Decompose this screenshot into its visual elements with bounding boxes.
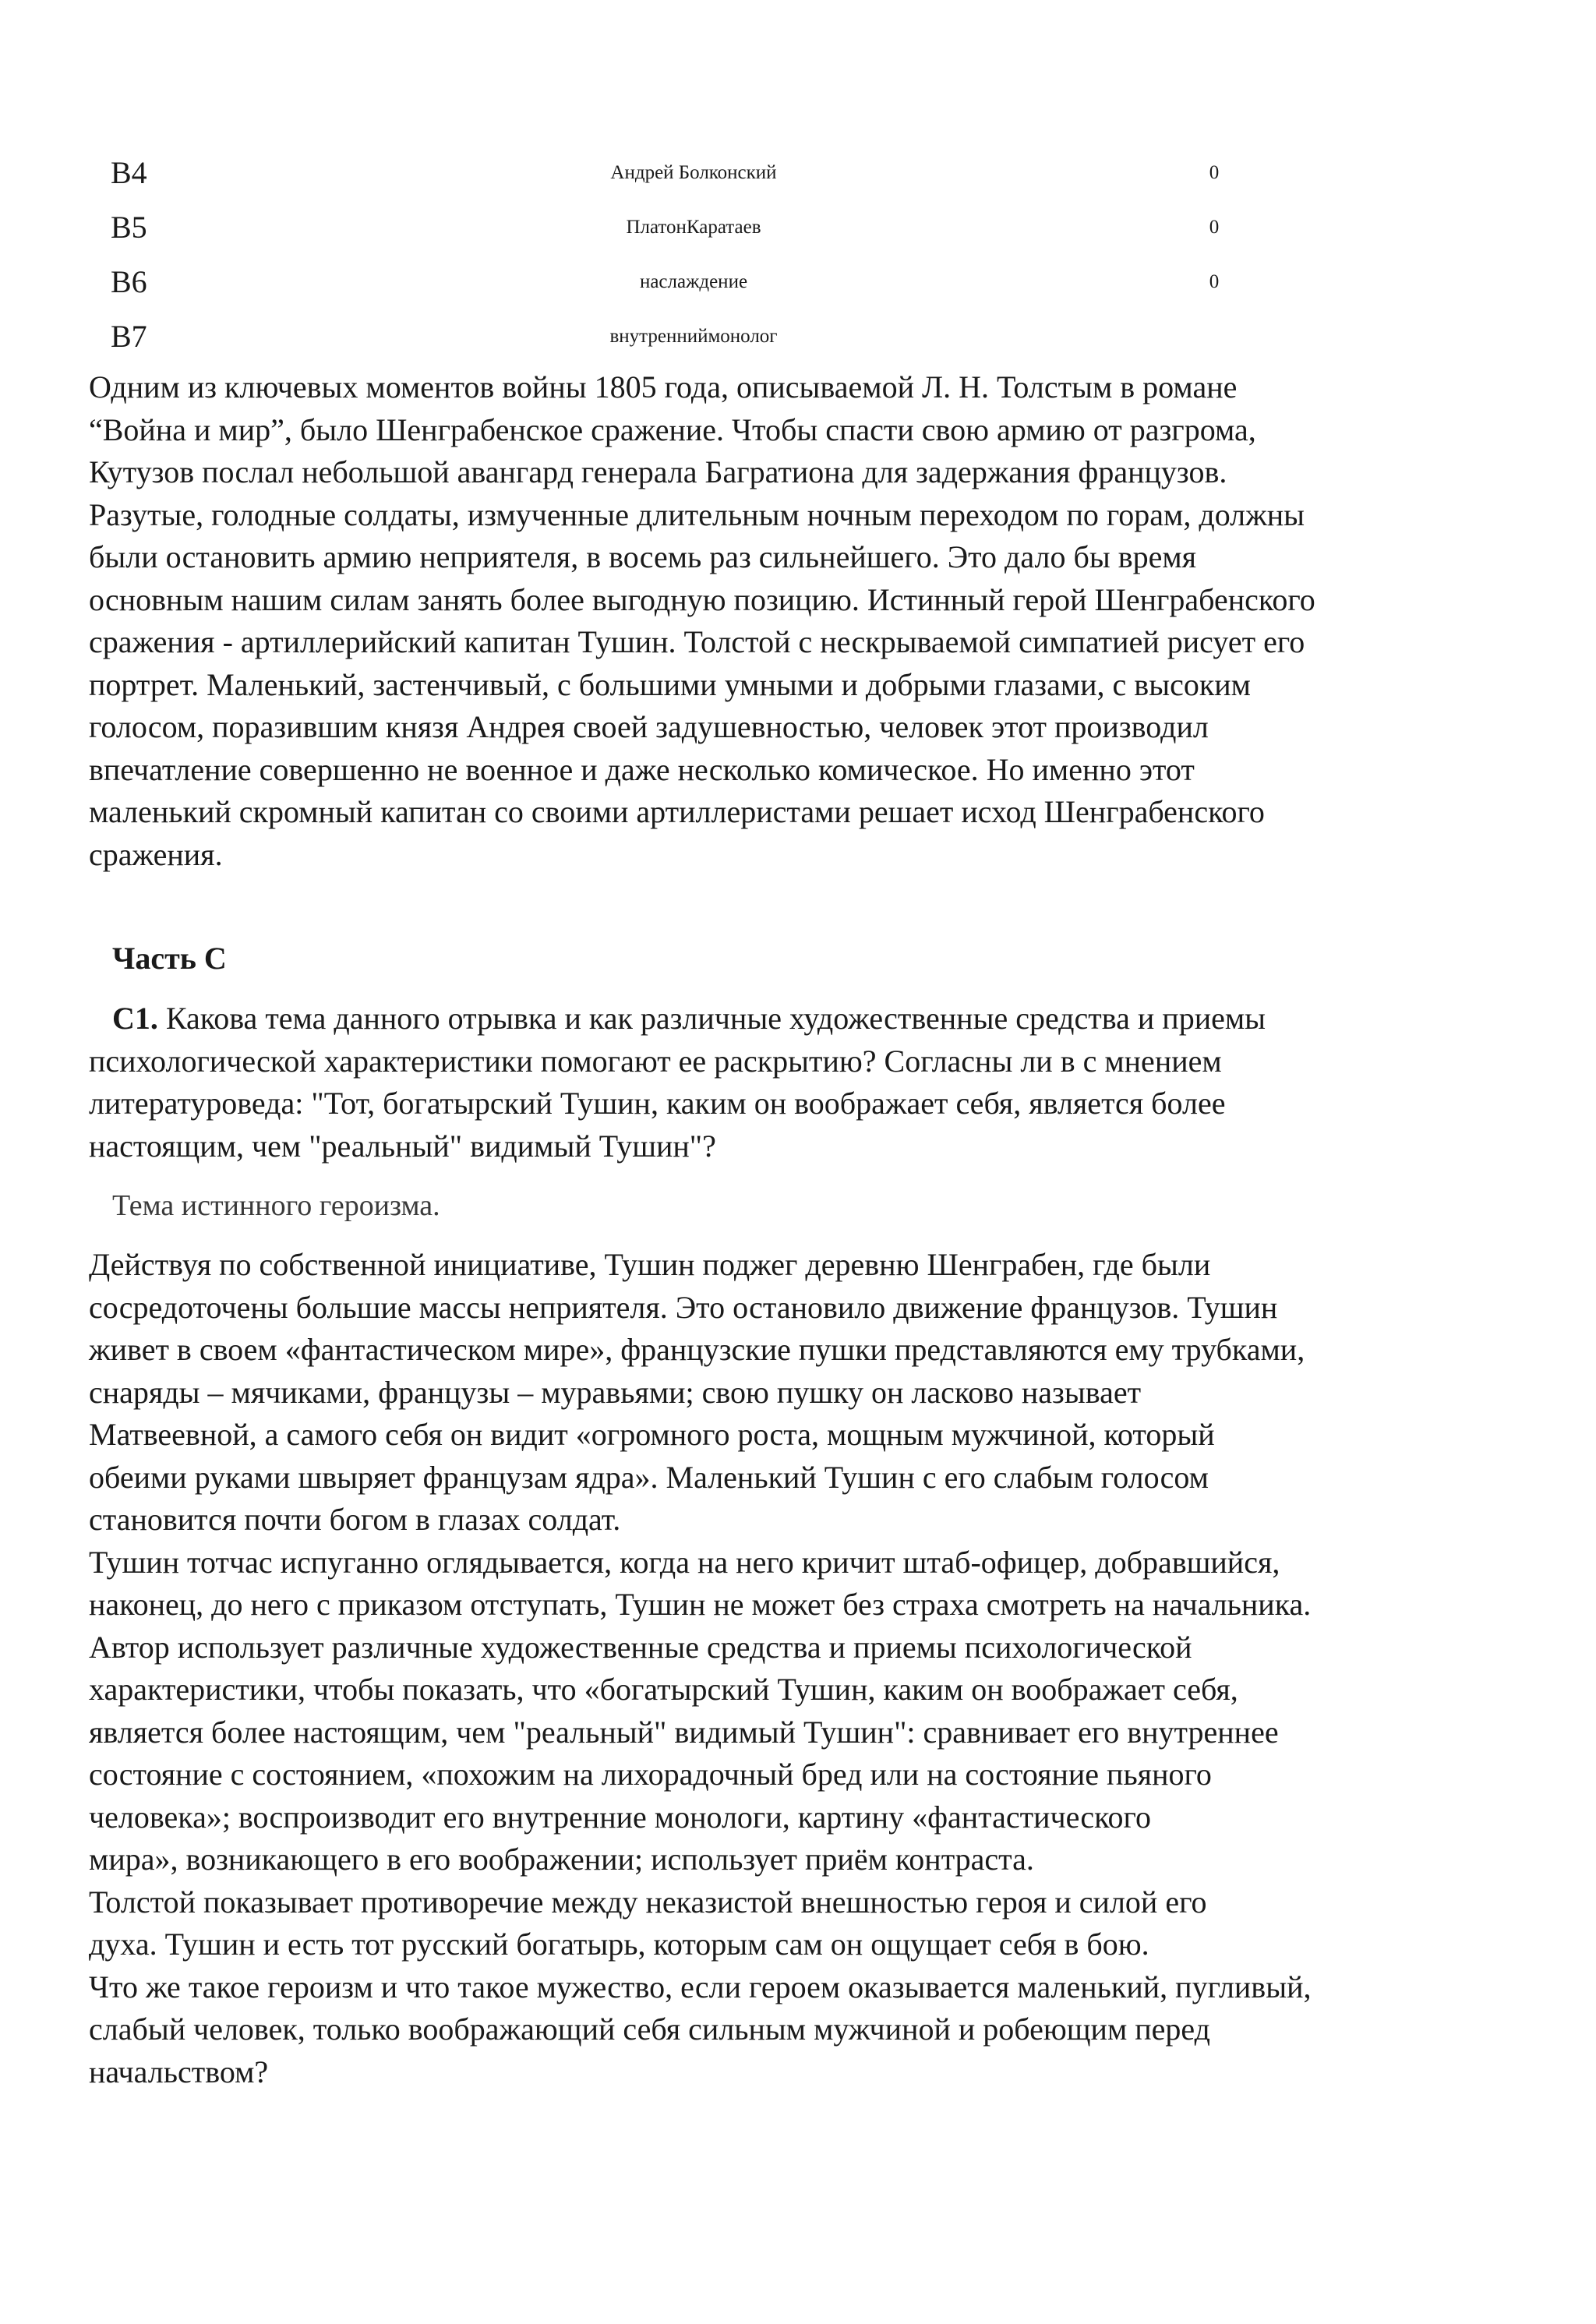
- answer-score: 0: [1209, 162, 1220, 183]
- answer-score: 0: [1209, 271, 1220, 292]
- answer-code: B5: [111, 210, 147, 245]
- answer-text: Андрей Болконский: [610, 162, 777, 183]
- answer-row-b6: [109, 259, 1356, 313]
- c1-question-text: Какова тема данного отрывка и как различные художественные средства и приемы психологической характеристики помогают ее раскрытию? Согласны ли в с мнением литературоведа: "Тот, богатырский Тушин, каким он воображает себя, является более настоящим, чем "реальный" видимый Тушин"?: [89, 1001, 1266, 1164]
- answer-code: B7: [111, 319, 147, 354]
- answer-row-b7: [109, 313, 1356, 368]
- section-heading: Часть С: [112, 941, 227, 976]
- answer-body: Действуя по собственной инициативе, Тушин поджег деревню Шенграбен, где были сосредоточены большие массы неприятеля. Это остановило движение французов. Тушин живет в своем «фантастическом мире», французские пушки представляются ему трубками, снаряды – мячиками, французы – муравьями; свою пушку он ласково называет Матвеевной, а самого себя он видит «огромного роста, мощным мужчиной, который обеими руками швыряет французам ядра». Маленький Тушин с его слабым голосом становится почти богом в глазах солдат. Тушин тотчас испуганно оглядывается, когда на него кричит штаб-офицер, добравшийся, наконец, до него с приказом отступать, Тушин не может без страха смотреть на начальника. Автор использует различные художественные средства и приемы психологической характеристики, чтобы показать, что «богатырский Тушин, каким он воображает себя, является более настоящим, чем "реальный" видимый Тушин": сравнивает его внутреннее состояние с состоянием, «похожим на лихорадочный бред или на состояние пьяного человека»; воспроизводит его внутренние монологи, картину «фантастического мира», возникающего в его воображении; использует приём контраста. Толстой показывает противоречие между неказистой внешностью героя и силой его духа. Тушин и есть тот русский богатырь, которым сам он ощущает себя в бою. Что же такое героизм и что такое мужество, если героем оказывается маленький, пугливый, слабый человек, только воображающий себя сильным мужчиной и робеющим перед начальством?: [89, 1247, 1312, 2089]
- c1-label: С1.: [112, 1001, 158, 1036]
- answer-row-b5: [109, 204, 1356, 259]
- intro-paragraph: Одним из ключевых моментов войны 1805 года, описываемой Л. Н. Толстым в романе “Война и мир”, было Шенграбенское сражение. Чтобы спасти свою армию от разгрома, Кутузов послал небольшой авангард генерала Багратиона для задержания французов. Разутые, голодные солдаты, измученные длительным ночным переходом по горам, должны были остановить армию неприятеля, в восемь раз сильнейшего. Это дало бы время основным нашим силам занять более выгодную позицию. Истинный герой Шенграбенского сражения - артиллерийский капитан Тушин. Толстой с нескрываемой симпатией рисует его портрет. Маленький, застенчивый, с большими умными и добрыми глазами, с высоким голосом, поразившим князя Андрея своей задушевностью, человек этот производил впечатление совершенно не военное и даже несколько комическое. Но именно этот маленький скромный капитан со своими артиллеристами решает исход Шенграбенского сражения.: [89, 369, 1315, 872]
- answer-table: [109, 150, 1356, 368]
- answer-code: B4: [111, 155, 147, 190]
- c1-question: [89, 998, 1570, 1167]
- answer-text: ПлатонКаратаев: [626, 217, 761, 238]
- answer-text: внутренниймонолог: [609, 326, 778, 347]
- answer-code: B6: [111, 264, 147, 299]
- answer-score: 0: [1209, 217, 1220, 238]
- theme-answer: Тема истинного героизма.: [112, 1189, 440, 1222]
- answer-text: наслаждение: [639, 271, 748, 292]
- answer-row-b4: [109, 150, 1356, 204]
